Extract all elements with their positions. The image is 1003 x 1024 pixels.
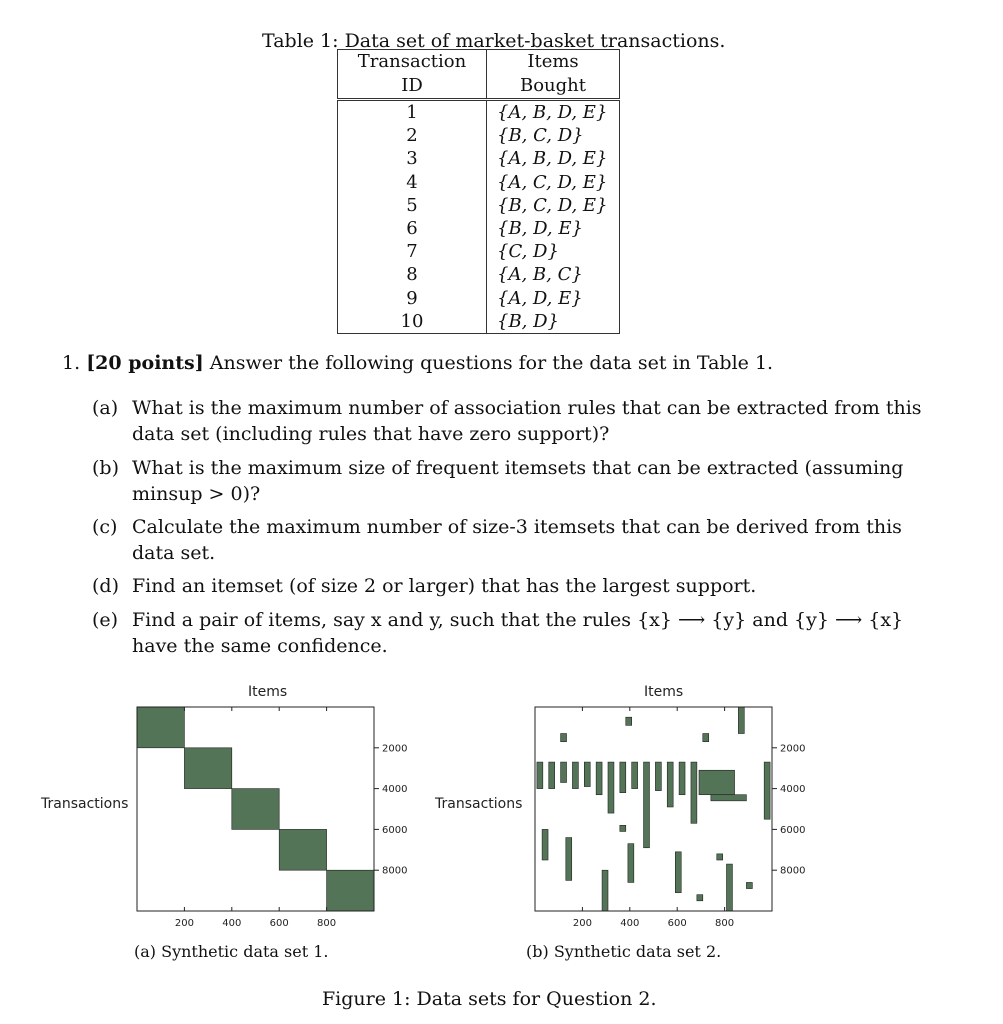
y-tick-label: 4000 [382, 784, 408, 796]
table-row [338, 147, 620, 170]
question-part-a [92, 395, 932, 447]
table-row [338, 310, 620, 334]
table-row [338, 194, 620, 217]
data-block [628, 844, 634, 883]
items-bought: {B, C, D, E} [487, 194, 620, 217]
data-block [691, 762, 697, 823]
items-bought: {B, C, D} [487, 124, 620, 147]
question-points: [20 points] [86, 352, 204, 374]
data-block [566, 838, 572, 881]
transaction-id: 5 [338, 194, 487, 217]
data-block [738, 707, 744, 734]
x-tick-label: 600 [667, 918, 687, 929]
question-number: 1. [62, 352, 81, 374]
part-text: Find an itemset (of size 2 or larger) that has the largest support. [132, 575, 757, 597]
transaction-id: 9 [338, 287, 487, 310]
figure-caption: Figure 1: Data sets for Question 2. [322, 988, 657, 1010]
data-block [561, 762, 567, 782]
items-bought: {A, B, C} [487, 263, 620, 286]
chart2-ylabel: Transactions [435, 796, 523, 812]
table-row [338, 171, 620, 194]
data-block [620, 825, 626, 831]
data-block [608, 762, 614, 813]
table-row [338, 100, 620, 125]
data-block [537, 762, 543, 789]
data-block [667, 762, 673, 807]
x-tick-label: 400 [222, 918, 242, 929]
data-block [644, 762, 650, 848]
chart1-ylabel: Transactions [41, 796, 129, 812]
items-bought: {B, D} [487, 310, 620, 334]
y-tick-label: 8000 [780, 865, 806, 877]
data-block [726, 864, 732, 911]
items-bought: {A, C, D, E} [487, 171, 620, 194]
data-block [620, 762, 626, 793]
data-block [703, 734, 709, 742]
data-block [746, 882, 752, 888]
data-block [549, 762, 555, 789]
transaction-id: 8 [338, 263, 487, 286]
header-items-bought: Items Bought [487, 50, 620, 100]
y-tick-label: 2000 [382, 743, 408, 755]
y-tick-label: 8000 [382, 865, 408, 877]
x-tick-label: 800 [715, 918, 735, 929]
part-text: Find a pair of items, say x and y, such that the rules {x} ⟶ {y} and {y} ⟶ {x} have the same confidence. [132, 609, 904, 657]
data-block [655, 762, 661, 791]
part-label: (b) [92, 457, 119, 479]
x-tick-label: 600 [269, 918, 289, 929]
part-label: (c) [92, 516, 118, 538]
header-transaction-id: Transaction ID [338, 50, 487, 100]
data-block [279, 829, 326, 870]
items-bought: {A, B, D, E} [487, 147, 620, 170]
part-text: Calculate the maximum number of size-3 itemsets that can be derived from this data set. [132, 516, 902, 564]
items-bought: {A, B, D, E} [487, 100, 620, 125]
data-block [675, 852, 681, 893]
chart2-title: Items [644, 684, 684, 700]
question-heading [62, 352, 773, 374]
question-part-d [92, 573, 932, 599]
table-header-row [338, 50, 620, 100]
items-bought: {C, D} [487, 240, 620, 263]
data-block [699, 770, 735, 794]
transaction-id: 4 [338, 171, 487, 194]
chart2-caption: (b) Synthetic data set 2. [526, 942, 722, 961]
data-block [679, 762, 685, 795]
part-label: (e) [92, 609, 119, 631]
items-bought: {B, D, E} [487, 217, 620, 240]
data-block [561, 734, 567, 742]
y-tick-label: 6000 [382, 824, 408, 836]
x-tick-label: 200 [572, 918, 592, 929]
transaction-id: 10 [338, 310, 487, 334]
transactions-table [337, 49, 620, 334]
part-text: What is the maximum number of association rules that can be extracted from this data set (including rules that have zero support)? [132, 397, 922, 445]
table-row [338, 263, 620, 286]
chart1-caption: (a) Synthetic data set 1. [134, 942, 329, 961]
table-caption: Table 1: Data set of market-basket transactions. [262, 30, 726, 52]
question-part-b [92, 455, 932, 507]
transaction-id: 3 [338, 147, 487, 170]
table-row [338, 217, 620, 240]
question-part-e [92, 607, 932, 659]
data-block [572, 762, 578, 789]
data-block [596, 762, 602, 795]
x-tick-label: 800 [317, 918, 337, 929]
part-text: What is the maximum size of frequent itemsets that can be extracted (assuming minsup > 0)? [132, 457, 904, 505]
data-block [327, 870, 374, 911]
chart1 [125, 700, 425, 940]
data-block [717, 854, 723, 860]
transaction-id: 1 [338, 100, 487, 125]
data-block [232, 789, 279, 830]
data-block [602, 870, 608, 911]
y-tick-label: 6000 [780, 824, 806, 836]
data-block [137, 707, 184, 748]
chart2 [523, 700, 823, 940]
table-row [338, 240, 620, 263]
data-block [626, 717, 632, 725]
y-tick-label: 2000 [780, 743, 806, 755]
question-part-c [92, 514, 932, 566]
items-bought: {A, D, E} [487, 287, 620, 310]
part-label: (a) [92, 397, 119, 419]
transaction-id: 2 [338, 124, 487, 147]
question-intro: Answer the following questions for the data set in Table 1. [209, 352, 774, 374]
table-row [338, 124, 620, 147]
transaction-id: 7 [338, 240, 487, 263]
data-block [764, 762, 770, 819]
data-block [697, 895, 703, 901]
table-row [338, 287, 620, 310]
chart1-title: Items [248, 684, 288, 700]
y-tick-label: 4000 [780, 784, 806, 796]
data-block [711, 795, 747, 801]
data-block [542, 829, 548, 860]
data-block [632, 762, 638, 789]
part-label: (d) [92, 575, 119, 597]
transaction-id: 6 [338, 217, 487, 240]
data-block [584, 762, 590, 786]
x-tick-label: 400 [620, 918, 640, 929]
x-tick-label: 200 [174, 918, 194, 929]
data-block [184, 748, 231, 789]
